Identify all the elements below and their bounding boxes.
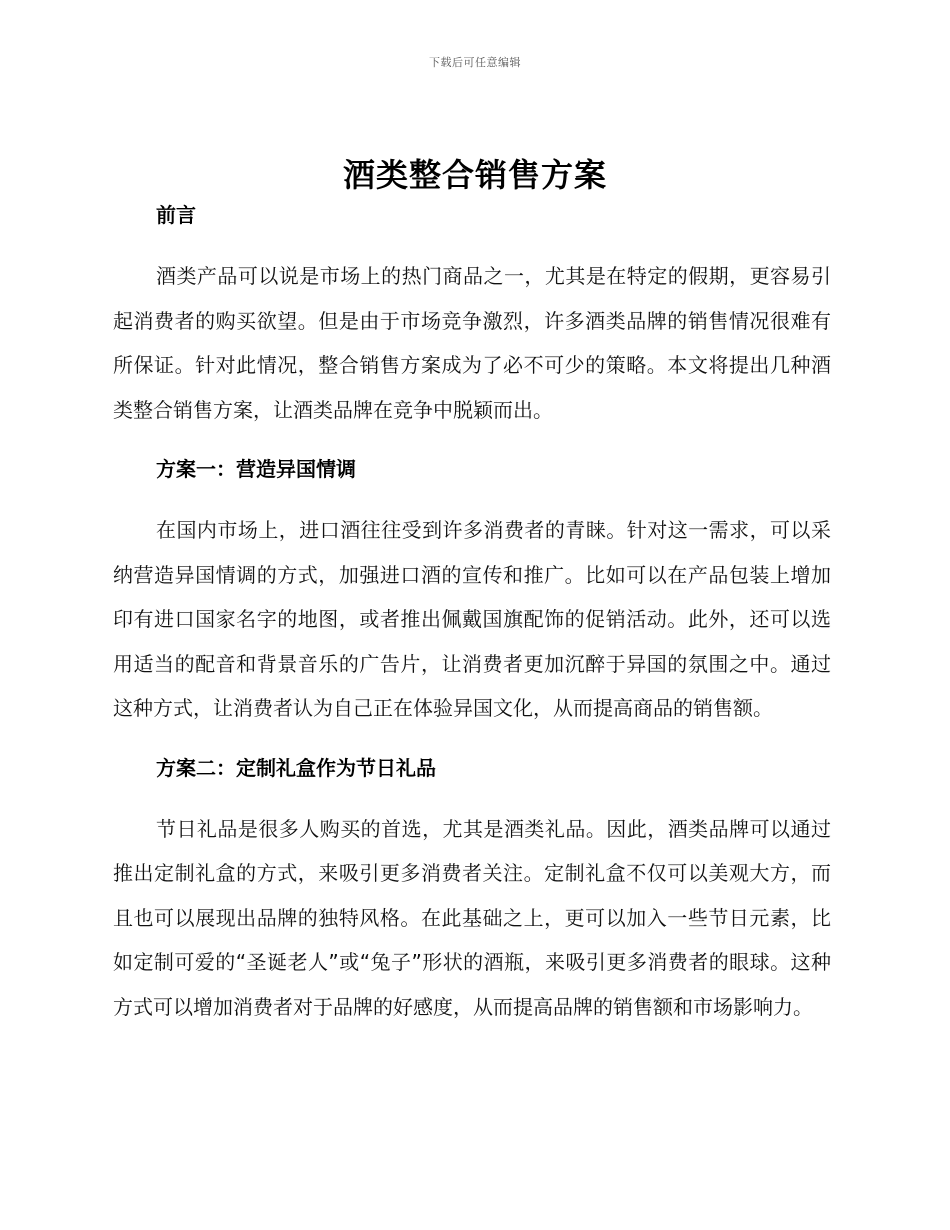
section-paragraph: 在国内市场上，进口酒往往受到许多消费者的青睐。针对这一需求，可以采纳营造异国情调的方式，加强进口酒的宣传和推广。比如可以在产品包装上增加印有进口国家名字的地图，或者推出佩戴国旗配饰的促销活动。此外，还可以选用适当的配音和背景音乐的广告片，让消费者更加沉醉于异国的氛围之中。通过这种方式，让消费者认为自己正在体验异国文化，从而提高商品的销售额。 [113,518,831,720]
section-plan-two [113,753,831,1030]
document-title: 酒类整合销售方案 [342,156,607,194]
section-heading: 方案二：定制礼盒作为节日礼品 [156,755,436,780]
section-heading: 方案一：营造异国情调 [156,457,356,481]
header-watermark: 下载后可任意编辑 [429,56,521,69]
document-body [113,200,831,1029]
section-preface [113,200,831,432]
section-heading: 前言 [156,203,196,227]
section-plan-one [113,454,831,731]
section-paragraph: 节日礼品是很多人购买的首选，尤其是酒类礼品。因此，酒类品牌可以通过推出定制礼盒的方式，来吸引更多消费者关注。定制礼盒不仅可以美观大方，而且也可以展现出品牌的独特风格。在此基础之上，更可以加入一些节日元素，比如定制可爱的“圣诞老人”或“兔子”形状的酒瓶，来吸引更多消费者的眼球。这种方式可以增加消费者对于品牌的好感度，从而提高品牌的销售额和市场影响力。 [113,816,831,1019]
section-paragraph: 酒类产品可以说是市场上的热门商品之一，尤其是在特定的假期，更容易引起消费者的购买欲望。但是由于市场竞争激烈，许多酒类品牌的销售情况很难有所保证。针对此情况，整合销售方案成为了必不可少的策略。本文将提出几种酒类整合销售方案，让酒类品牌在竞争中脱颖而出。 [113,264,831,422]
